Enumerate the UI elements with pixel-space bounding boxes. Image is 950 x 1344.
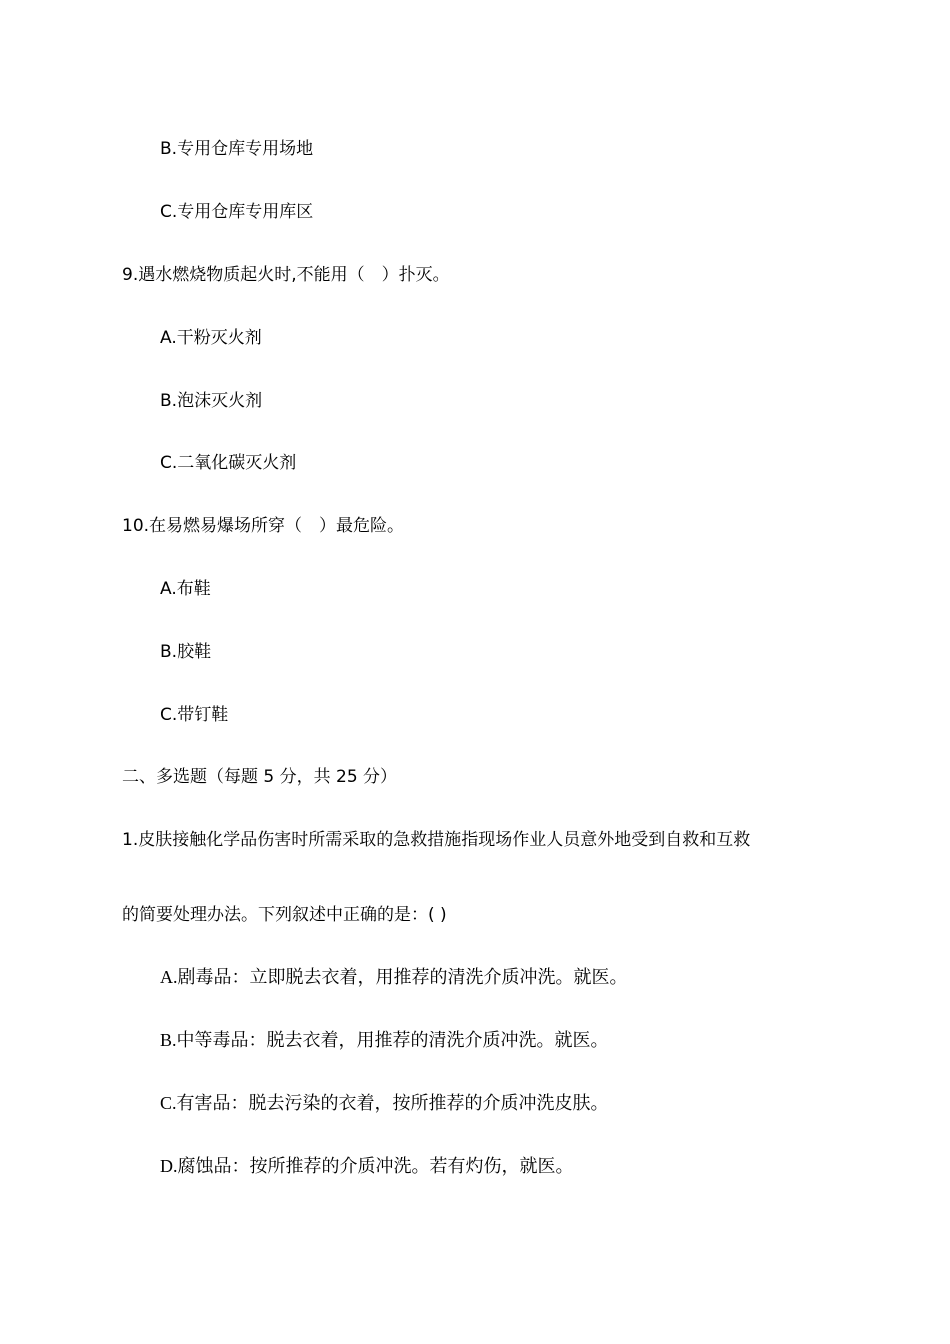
question-9: 9.遇水燃烧物质起火时,不能用（ ）扑灭。 — [122, 265, 450, 285]
option-b-q8: B.专用仓库专用场地 — [160, 139, 314, 159]
option-b-q10: B.胶鞋 — [160, 642, 212, 662]
section-heading-multiple-choice: 二、多选题（每题 5 分，共 25 分） — [122, 767, 398, 787]
option-c-q9: C.二氧化碳灭火剂 — [160, 453, 297, 473]
option-b-mq1: B.中等毒品：脱去衣着，用推荐的清洗介质冲洗。就医。 — [160, 1030, 609, 1050]
option-a-q10: A.布鞋 — [160, 579, 211, 599]
option-c-q8: C.专用仓库专用库区 — [160, 202, 314, 222]
option-d-mq1: D.腐蚀品：按所推荐的介质冲洗。若有灼伤，就医。 — [160, 1156, 574, 1176]
option-b-q9: B.泡沫灭火剂 — [160, 391, 263, 411]
question-1-line-2: 的简要处理办法。下列叙述中正确的是：( ) — [122, 905, 447, 925]
option-c-q10: C.带钉鞋 — [160, 705, 229, 725]
question-10: 10.在易燃易爆场所穿（ ）最危险。 — [122, 516, 405, 536]
option-a-mq1: A.剧毒品：立即脱去衣着，用推荐的清洗介质冲洗。就医。 — [160, 967, 628, 987]
option-c-mq1: C.有害品：脱去污染的衣着，按所推荐的介质冲洗皮肤。 — [160, 1093, 609, 1113]
option-a-q9: A.干粉灭火剂 — [160, 328, 262, 348]
question-1-line-1: 1.皮肤接触化学品伤害时所需采取的急救措施指现场作业人员意外地受到自救和互救 — [122, 830, 751, 850]
